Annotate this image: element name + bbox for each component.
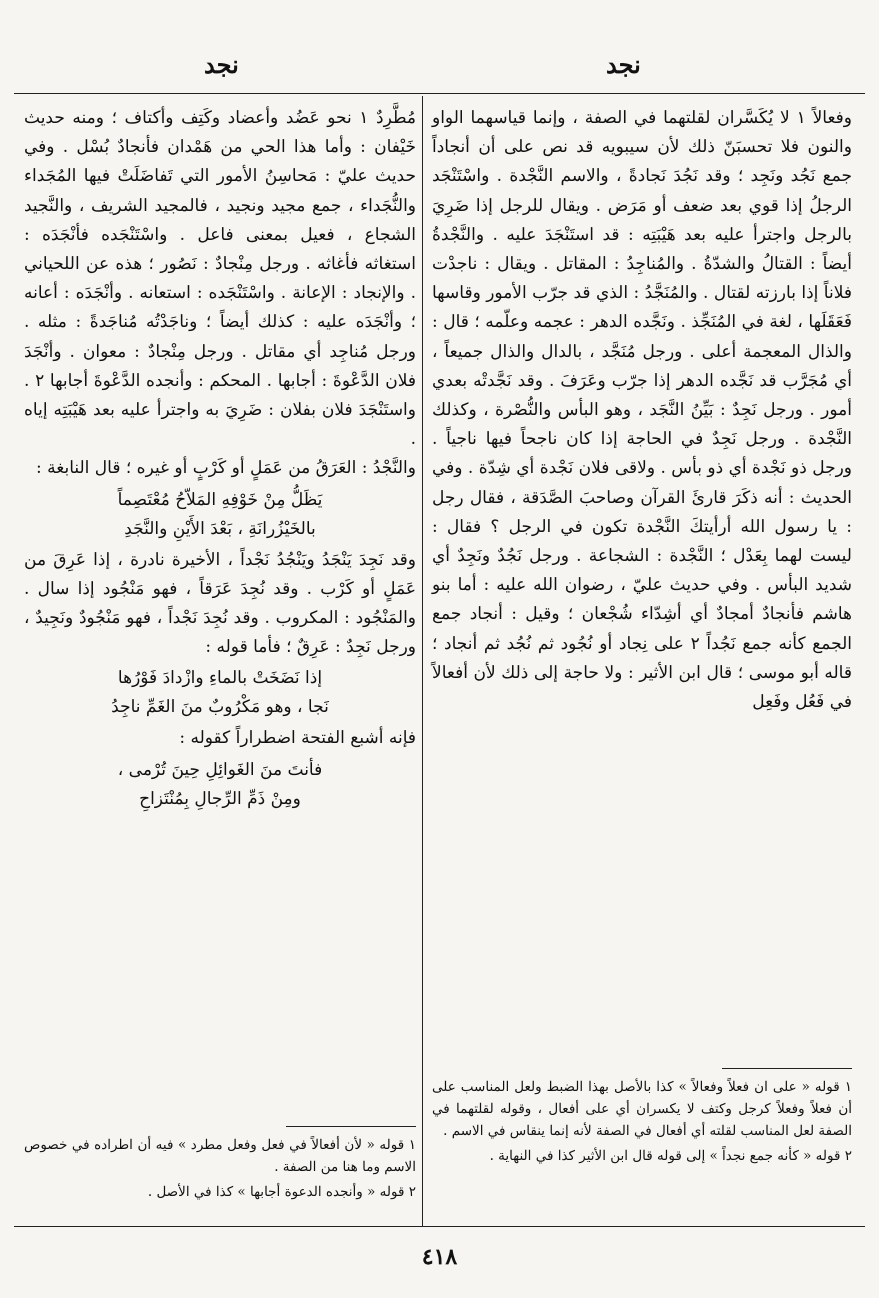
footnote: ١ قوله « لأن أفعالاً في فعل وفعل مطرد » فيه أن اطراده في خصوص الاسم وما هنا من الصفة . xyxy=(24,1137,416,1175)
headword-left: نجد xyxy=(204,50,239,79)
footnotes-right xyxy=(432,1076,852,1170)
verse-line: ومِنْ ذَمِّ الرِّجالِ بِمُنْتَزاحِ xyxy=(139,788,301,809)
verse-line: يَظَلُّ مِنْ خَوْفِهِ المَلاّحُ مُعْتَصِماً xyxy=(117,489,323,510)
footnotes-left xyxy=(24,1134,416,1206)
left-column-paragraph: وقد نَجِدَ يَنْجَدُ ويَنْجُدُ نَجْداً ، الأخيرة نادرة ، إذا عَرِقَ من عَمَلٍ أو كَرْب . وقد نُجِدَ عَرَقاً ، فهو مَنْجُود إذا سال . والمَنْجُود : المكروب . وقد نُجِدَ نَجْداً ، فهو مَنْجُودٌ ونَجِيدٌ ، ورجل نَجِدٌ : عَرِقٌ ؛ فأما قوله : xyxy=(24,549,416,658)
verse-line: بالخَيْزُرانَةِ ، بَعْدَ الأَيْنِ والنَّجَدِ xyxy=(124,518,316,539)
left-column-paragraph: مُطَّرِدٌ ١ نحو عَضُد وأعضاد وكَتِف وأكتاف ؛ ومنه حديث خَيْفان : وأما هذا الحي من هَمْدان فأنجادٌ بُسْل . وفي حديث عليّ : مَحاسِنُ الأمور التي تَفاضَلَتْ فيها المُجَداء والنُّجَداء ، جمع مجيد ونجيد ، فالمجيد الشريف ، والنَّجيد الشجاع ، فعيل بمعنى فاعل . واسْتَنْجَده فأنْجَدَه : استغاثه فأغاثه . ورجل مِنْجادٌ : نَصُور ؛ هذه عن اللحياني . والإنجاد : الإعانة . واسْتَنْجَده : استعانه . وأنْجَدَه : أعانه ؛ وأنْجَدَه عليه : كذلك أيضاً ؛ وناجَدْتُه مُناجَدةً : مثله . ورجل مُناجِد أي مقاتل . ورجل مِنْجادٌ : معوان . وأنْجَدَ فلان الدَّعْوةَ : أجابها . المحكم : وأنجده الدَّعْوةَ أجابها ٢ . واستَنْجَدَ فلان بفلان : ضَرِيَ به واجترأ عليه بعد هَيْبَتِه إياه . xyxy=(24,108,416,450)
left-column xyxy=(24,104,416,816)
footnote-rule xyxy=(722,1068,852,1069)
poem-verse xyxy=(24,486,416,544)
footer-rule xyxy=(14,1226,865,1227)
poem-verse xyxy=(24,756,416,814)
left-column-paragraph: والنَّجْدُ : العَرَقُ من عَمَلٍ أو كَرْبٍ أو غيره ؛ قال النابغة : xyxy=(36,458,416,479)
right-column-paragraph: وفعالاً ١ لا يُكَسَّران لقلتهما في الصفة ، وإنما قياسهما الواو والنون فلا تحسبَنّ ذلك لأن سيبويه قد نص على أن أنجاداً جمع نَجُد ونَجِد ؛ وقد نَجُدَ نَجادةً ، والاسم النَّجْدة . واسْتَنْجَد الرجلُ إذا قوي بعد ضعف أو مَرَض . ويقال للرجل إذا ضَرِيَ بالرجل واجترأ عليه بعد هَيْبَتِه : قد استَنْجَدَ عليه . والنَّجْدةُ أيضاً : القتالُ والشدّةُ . والمُناجِدُ : المقاتل . ويقال : ناجدْت فلاناً إذا بارزته لقتال . والمُنَجَّدُ : الذي قد جرّب الأمور وقاسها فَعَقَلَها ، لغة في المُنَجِّذ . ونَجَّده الدهر : عجمه وعلّمه ؛ قال : والذال المعجمة أعلى . ورجل مُنَجَّد ، بالدال والذال جميعاً ، أي مُجَرَّب قد نَجَّده الدهر إذا جرّب وعَرَفَ . وقد نَجَّدتْه بعدي أمور . ورجل نَجِدٌ : بَيِّنُ النَّجَد ، وهو البأس والنُّصْرة ، وكذلك النَّجْدة . ورجل نَجِدٌ في الحاجة إذا كان ناجحاً فيها ناجياً . ورجل ذو نَجْدة أي ذو بأس . ولاقى فلان نَجْدة أي شِدّة . وفي الحديث : أنه ذكَرَ قارئَ القرآن وصاحبَ الصَّدَقة ، فقال رجل : يا رسول الله أرأيتكَ النَّجْدة تكون في الرجل ؟ فقال : ليست لهما بِعَدْل ؛ النَّجْدة : الشجاعة . ورجل نَجُدٌ ونَجِدٌ أي شديد البأس . وفي حديث عليّ ، رضوان الله عليه : أما بنو هاشم فأنجادٌ أمجادٌ أي أشِدّاء شُجْعان ؛ وقيل : أنجاد جمع الجمع كأنه جمع نَجُداً ٢ على نِجاد أو نُجُود ثم نُجُد ثم أنجاد ؛ قاله أبو موسى ؛ قال ابن الأثير : ولا حاجة إلى ذلك لأن أفعالاً في فَعُل وفَعِل xyxy=(432,108,852,713)
footnote-rule xyxy=(286,1126,416,1127)
footnote: ١ قوله « على ان فعلاً وفعالاً » كذا بالأصل بهذا الضبط ولعل المناسب على أن فعلاً وفعلاً كرجل وكتف لا يكسران أي على أفعال ، وقوله لقلتهما في الصفة لعل المناسب لقلته أي أفعال في الصفة لأنه إنما ينقاس في الاسم . xyxy=(432,1079,852,1139)
footnote: ٢ قوله « وأنجده الدعوة أجابها » كذا في الأصل . xyxy=(147,1184,416,1200)
footnote: ٢ قوله « كأنه جمع نجداً » إلى قوله قال ابن الأثير كذا في النهاية . xyxy=(489,1148,852,1164)
column-divider xyxy=(422,96,423,1226)
verse-line: فأنتَ منَ الغَوائِلِ حِينَ تُرْمى ، xyxy=(117,759,323,780)
left-column-paragraph: فإنه أشبع الفتحة اضطراراً كقوله : xyxy=(179,728,416,749)
verse-line: نَجا ، وهو مَكْرُوبٌ منَ الغَمِّ ناجِدُ xyxy=(111,697,329,718)
verse-line: إذا نَضَخَتْ بالماءِ وازْدادَ فَوْرُها xyxy=(117,668,323,689)
page-number: ٤١٨ xyxy=(421,1244,458,1270)
page-header xyxy=(0,50,879,90)
right-column xyxy=(432,104,852,717)
header-rule xyxy=(14,93,865,94)
poem-verse xyxy=(24,664,416,722)
headword-right: نجد xyxy=(606,50,641,79)
